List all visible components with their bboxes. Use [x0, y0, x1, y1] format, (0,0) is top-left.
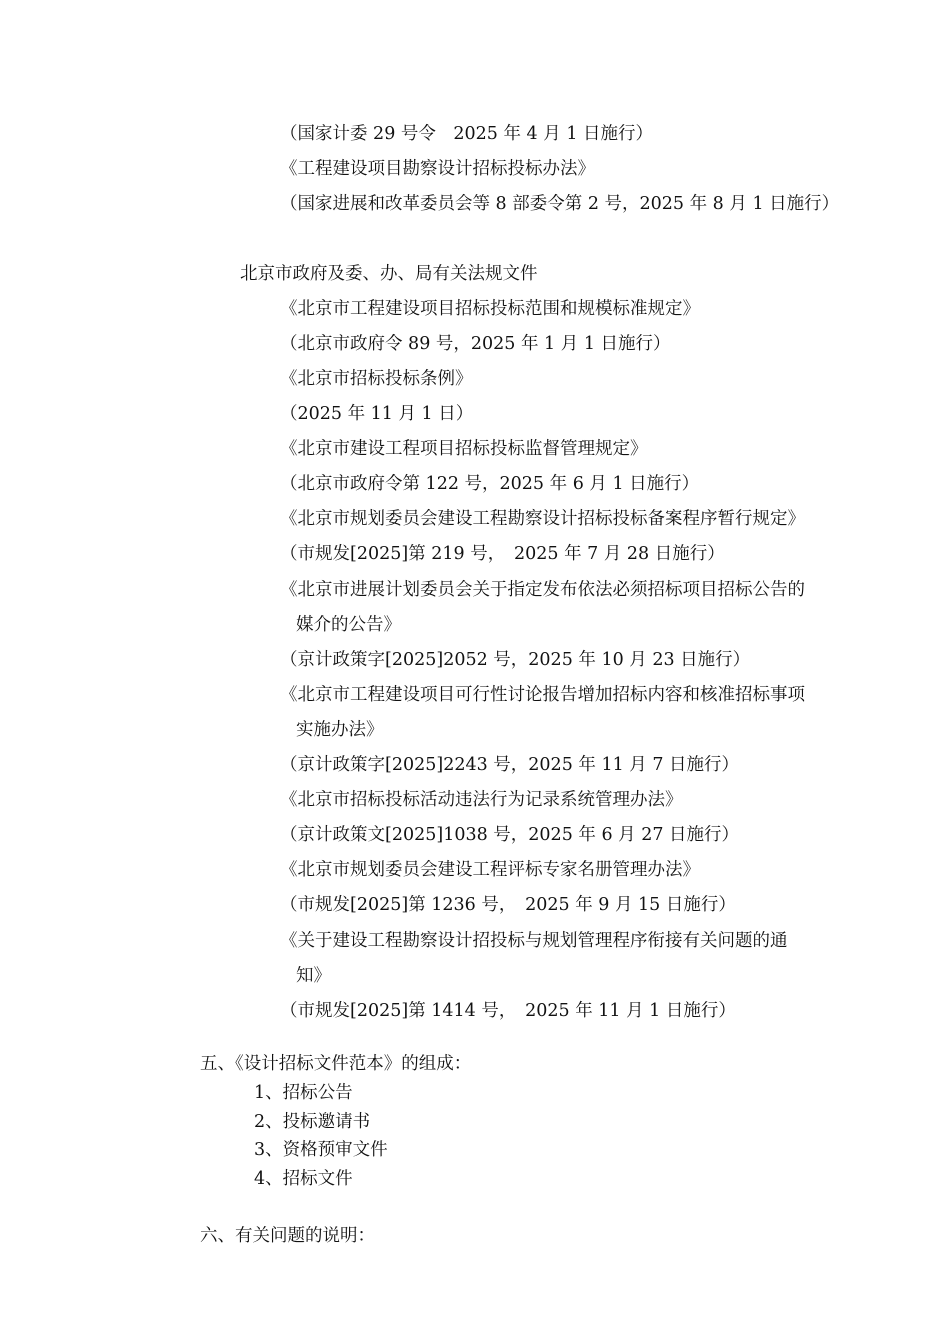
regulation-note: （北京市政府令第 122 号，2025 年 6 月 1 日施行）: [280, 474, 700, 494]
regulation-title: 《北京市招标投标条例》: [280, 369, 473, 389]
regulation-title: 《北京市规划委员会建设工程勘察设计招标投标备案程序暂行规定》: [280, 509, 805, 529]
regulation-note: （国家进展和改革委员会等 8 部委令第 2 号，2025 年 8 月 1 日施行）: [280, 194, 840, 214]
regulation-note: （京计政策字[2025]2243 号，2025 年 11 月 7 日施行）: [280, 755, 740, 775]
regulation-title: 《工程建设项目勘察设计招标投标办法》: [280, 159, 595, 179]
regulation-note: （京计政策文[2025]1038 号，2025 年 6 月 27 日施行）: [280, 825, 740, 845]
section-heading: 北京市政府及委、办、局有关法规文件: [240, 264, 538, 284]
list-item: 4、招标文件: [254, 1169, 353, 1189]
regulation-title-continued: 知》: [296, 966, 331, 986]
list-item: 3、资格预审文件: [254, 1140, 388, 1160]
regulation-title: 《北京市工程建设项目可行性讨论报告增加招标内容和核准招标事项: [280, 685, 805, 705]
list-item: 1、招标公告: [254, 1083, 353, 1103]
regulation-note: （国家计委 29 号令 2025 年 4 月 1 日施行）: [280, 124, 654, 144]
regulation-title: 《北京市规划委员会建设工程评标专家名册管理办法》: [280, 860, 700, 880]
section-heading: 六、有关问题的说明：: [200, 1226, 375, 1246]
regulation-title: 《北京市进展计划委员会关于指定发布依法必须招标项目招标公告的: [280, 580, 805, 600]
regulation-title-continued: 媒介的公告》: [296, 615, 401, 635]
regulation-title-continued: 实施办法》: [296, 720, 384, 740]
regulation-title: 《北京市建设工程项目招标投标监督管理规定》: [280, 439, 648, 459]
regulation-note: （北京市政府令 89 号，2025 年 1 月 1 日施行）: [280, 334, 671, 354]
regulation-title: 《关于建设工程勘察设计招投标与规划管理程序衔接有关问题的通: [280, 931, 788, 951]
section-heading: 五、《设计招标文件范本》的组成：: [200, 1054, 472, 1074]
regulation-note: （市规发[2025]第 1414 号， 2025 年 11 月 1 日施行）: [280, 1001, 736, 1021]
regulation-note: （市规发[2025]第 219 号， 2025 年 7 月 28 日施行）: [280, 544, 725, 564]
regulation-title: 《北京市工程建设项目招标投标范围和规模标准规定》: [280, 299, 700, 319]
regulation-note: （市规发[2025]第 1236 号， 2025 年 9 月 15 日施行）: [280, 895, 736, 915]
regulation-note: （2025 年 11 月 1 日）: [280, 404, 474, 424]
regulation-note: （京计政策字[2025]2052 号，2025 年 10 月 23 日施行）: [280, 650, 751, 670]
list-item: 2、投标邀请书: [254, 1112, 371, 1132]
regulation-title: 《北京市招标投标活动违法行为记录系统管理办法》: [280, 790, 683, 810]
